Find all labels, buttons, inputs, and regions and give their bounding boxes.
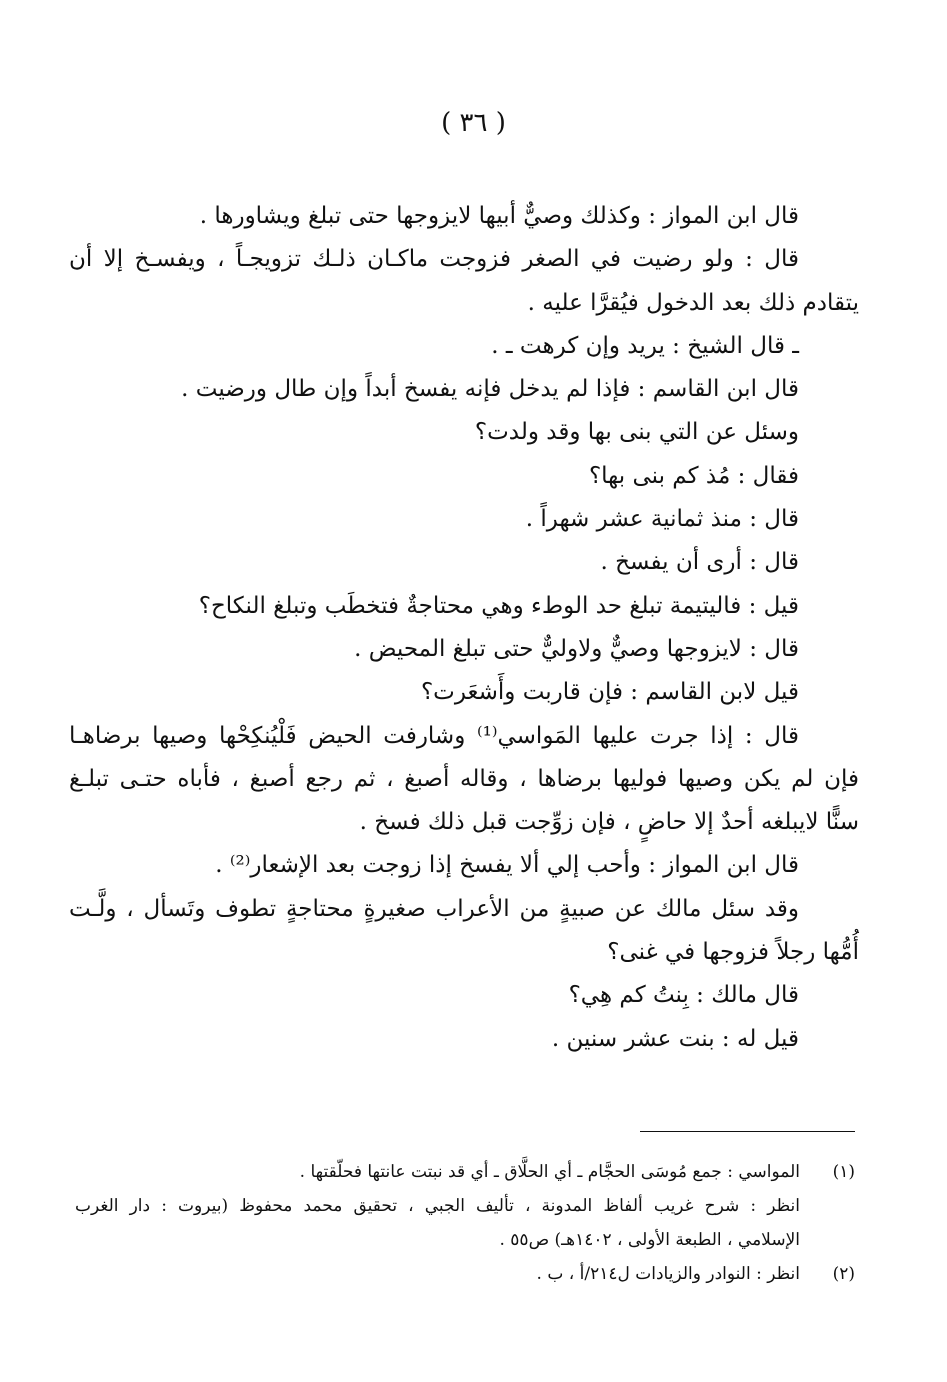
footnote-line: انظر : شرح غريب ألفاظ المدونة ، تأليف الجبي ، تحقيق محمد محفوظ (بيروت : دار الغرب bbox=[75, 1196, 800, 1216]
text-line: فإن لم يكن وصيها فوليها برضاها ، وقاله أصبغ ، ثم رجع أصبغ ، فأباه حتـى تبلـغ bbox=[69, 765, 859, 792]
text-line: قال ابن المواز : وأحب إلي ألا يفسخ إذا زوجت بعد الإشعار⁽²⁾ . bbox=[215, 852, 799, 879]
footnote-line: المواسي : جمع مُوسَى الحجَّام ـ أي الحلَّاق ـ أي قد نبتت عانتها فحلّقتها . bbox=[299, 1162, 800, 1182]
text-line: قال : إذا جرت عليها المَواسي⁽¹⁾ وشارفت الحيض فَلْيُنكِحْها وصيها برضاهـا bbox=[69, 722, 800, 749]
text-line: سنًّا لايبلغه أحدٌ إلا حاضٍ ، فإن زوِّجت قبل ذلك فسخ . bbox=[359, 809, 859, 836]
footnote-item bbox=[75, 1155, 855, 1257]
footnote-separator bbox=[640, 1131, 855, 1132]
text-line: قيل لابن القاسم : فإن قاربت وأَشعَرت؟ bbox=[420, 679, 799, 706]
main-text bbox=[69, 195, 859, 1061]
footnote-number: (١) bbox=[832, 1162, 855, 1182]
footnote-text bbox=[75, 1155, 800, 1257]
text-line: قال مالك : بِنتُ كم هِي؟ bbox=[568, 982, 799, 1009]
text-line: قال ابن المواز : وكذلك وصيٌّ أبيها لايزوجها حتى تبلغ ويشاورها . bbox=[199, 203, 799, 229]
text-line: قيل : فاليتيمة تبلغ حد الوطء وهي محتاجةٌ فتخطَب وتبلغ النكاح؟ bbox=[198, 592, 799, 619]
text-line: فقال : مُذ كم بنى بها؟ bbox=[588, 462, 799, 489]
text-line: قيل له : بنت عشر سنين . bbox=[551, 1025, 799, 1052]
page-number: ( ٣٦ ) bbox=[441, 108, 506, 138]
footnote-text bbox=[75, 1257, 800, 1291]
footnotes bbox=[75, 1155, 855, 1291]
text-line: قال ابن القاسم : فإذا لم يدخل فإنه يفسخ أبداً وإن طال ورضيت . bbox=[181, 376, 799, 403]
text-line: قال : ولو رضيت في الصغر فزوجت ماكـان ذلـك تزويجـاً ، ويفسـخ إلا أن bbox=[69, 246, 799, 273]
footnote-line: انظر : النوادر والزيادات ل٢١٤/أ ، ب . bbox=[536, 1264, 800, 1284]
text-line: قال : لايزوجها وصيٌّ ولاوليٌّ حتى تبلغ المحيض . bbox=[354, 635, 799, 662]
text-line: أُمُّها رجلاً فزوجها في غنى؟ bbox=[607, 939, 859, 966]
text-line: وقد سئل مالك عن صبيةٍ من الأعراب صغيرةٍ محتاجةٍ تطوف وتَسأل ، ولَّـت bbox=[69, 895, 799, 922]
text-line: وسئل عن التي بنى بها وقد ولدت؟ bbox=[474, 419, 799, 446]
text-line: ـ قال الشيخ : يريد وإن كرهت ـ . bbox=[491, 332, 799, 359]
text-line: قال : أرى أن يفسخ . bbox=[600, 549, 799, 576]
footnote-line: الإسلامي ، الطبعة الأولى ، ١٤٠٢هـ) ص٥٥ . bbox=[499, 1230, 800, 1250]
footnote-item bbox=[75, 1257, 855, 1291]
footnote-number: (٢) bbox=[832, 1264, 855, 1284]
text-line: قال : منذ ثمانية عشر شهراً . bbox=[525, 506, 799, 533]
text-line: يتقادم ذلك بعد الدخول فيُقرَّا عليه . bbox=[527, 289, 859, 316]
